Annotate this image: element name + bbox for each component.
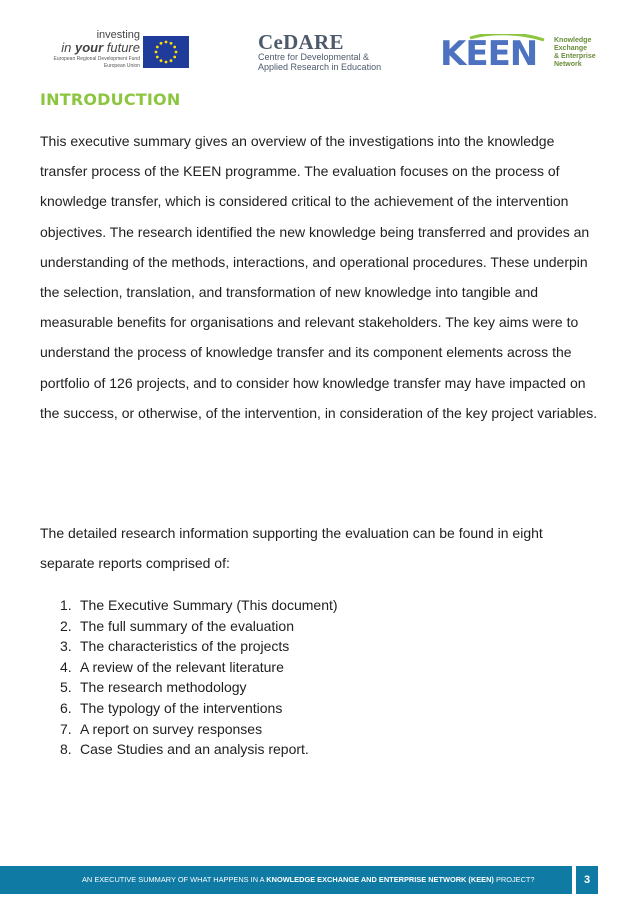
footer-title: AN EXECUTIVE SUMMARY OF WHAT HAPPENS IN A KNOWLEDGE EXCHANGE AND ENTERPRISE NETWORK (KEEN) PROJECT?: [82, 875, 535, 884]
page-header: [0, 0, 638, 90]
intro-paragraph: This executive summary gives an overview of the investigations into the knowledge transfer process of the KEEN programme. The evaluation focuses on the process of knowledge transfer, which is considered critical to the achievement of the intervention objectives. The research identified the new knowledge being transferred and provides an understanding of the methods, interactions, and operational procedures. These underpin the selection, translation, and transformation of new knowledge into tangible and measurable benefits for organisations and relevant stakeholders. The key aims were to understand the process of knowledge transfer and its component elements across the portfolio of 126 projects, and to consider how knowledge transfer may have impacted on the success, or otherwise, of the intervention, in consideration of the key project variables.: [40, 133, 598, 421]
list-item: 4. A review of the relevant literature: [60, 658, 284, 675]
cedare-logo-name: CeDARE: [258, 30, 344, 54]
eu-logo-line2: in your future: [61, 40, 140, 55]
list-item: 6. The typology of the interventions: [60, 699, 283, 716]
list-item: 8. Case Studies and an analysis report.: [60, 741, 309, 758]
keen-logo-mark: KEEN: [440, 34, 538, 74]
eu-logo-union: European Union: [103, 63, 140, 69]
cedare-logo: [258, 32, 398, 74]
eu-logo-line1: investing: [96, 29, 140, 41]
eu-investing-logo: [48, 30, 193, 74]
page-number: 3: [576, 866, 598, 894]
list-item: 3. The characteristics of the projects: [60, 638, 290, 655]
keen-logo-tagline: Knowledge Exchange & Enterprise Network: [554, 37, 596, 68]
eu-flag-icon: [143, 36, 189, 68]
eu-logo-fund: European Regional Development Fund: [53, 56, 140, 62]
list-item: 5. The research methodology: [60, 679, 247, 696]
reports-list: [60, 595, 338, 760]
cedare-logo-line2: Applied Research in Education: [258, 62, 382, 72]
footer-bar: [0, 866, 572, 894]
list-item: 1. The Executive Summary (This document): [60, 597, 338, 613]
section-heading: INTRODUCTION: [40, 90, 181, 109]
reports-intro-paragraph: The detailed research information supporting the evaluation can be found in eight separate reports comprised of:: [40, 525, 543, 572]
list-item: 2. The full summary of the evaluation: [60, 617, 294, 634]
cedare-logo-line1: Centre for Developmental &: [258, 52, 370, 62]
keen-logo: [440, 34, 600, 74]
list-item: 7. A report on survey responses: [60, 720, 263, 737]
